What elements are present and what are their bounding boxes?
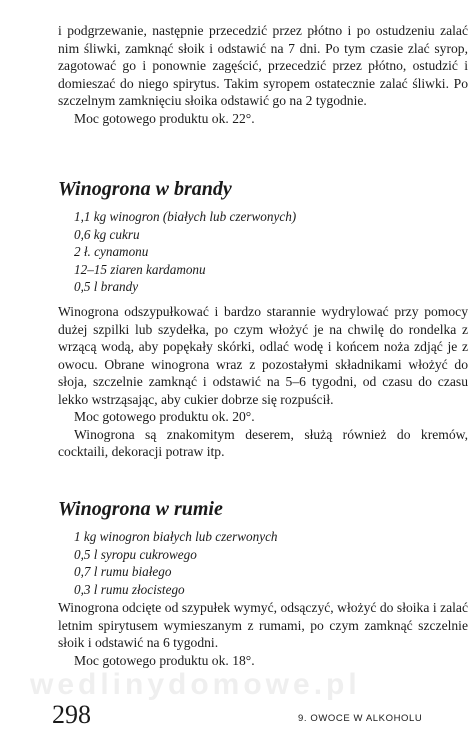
recipe-brandy-method xyxy=(58,303,468,461)
recipe-rum-method xyxy=(58,599,468,669)
ingredient-item: 1,1 kg winogron (białych lub czerwonych) xyxy=(74,209,297,224)
recipe-rum-title: Winogrona w rumie xyxy=(58,498,223,520)
strength-note: Moc gotowego produktu ok. 20°. xyxy=(74,409,255,424)
method-paragraph: Winogrona odszypułkować i bardzo starannie wydrylować przy pomocy dużej szpilki lub szydełka, po czym włożyć je na chwilę do rondelka z wrzącą wodą, aby popękały skórki, odlać wodę i końcem noża zdjąć je z owocu. Obrane winogrona wraz z pozostałymi składnikami włożyć do słoja, szczelnie zamknąć i odstawić na 5–6 tygodni, od czasu do czasu lekko wstrząsając, aby cukier dobrze się rozpuścił. xyxy=(58,304,468,407)
ingredient-item: 12–15 ziaren kardamonu xyxy=(74,261,206,277)
ingredient-item: 0,6 kg cukru xyxy=(74,226,140,242)
recipe-brandy-ingredients xyxy=(74,208,296,296)
intro-strength: Moc gotowego produktu ok. 22°. xyxy=(74,110,255,126)
intro-paragraph: i podgrzewanie, następnie przecedzić przez płótno i po ostudzeniu zalać nim śliwki, zamknąć słoik i odstawić na 7 dni. Po tym czasie zlać syrop, zagotować go i ponownie zagęścić, przecedzić przez płótno, ostudzić i domieszać do niego spirytus. Takim syropem ostatecznie zalać śliwki. Po szczelnym zamknięciu słoika odstawić go na 2 tygodnie. xyxy=(58,23,468,108)
ingredient-item: 0,5 l brandy xyxy=(74,279,139,294)
ingredient-item: 0,3 l rumu złocistego xyxy=(74,581,185,597)
ingredient-item: 0,7 l rumu białego xyxy=(74,564,172,579)
method-paragraph: Winogrona odcięte od szypułek wymyć, odsączyć, włożyć do słoika i zalać letnim spirytusem wymieszanym z rumami, po czym zamknąć szczelnie słoik i odstawić na 6 tygodni. xyxy=(58,600,468,650)
strength-note: Moc gotowego produktu ok. 18°. xyxy=(74,652,255,668)
ingredient-item: 0,5 l syropu cukrowego xyxy=(74,546,197,562)
page-number: 298 xyxy=(52,700,91,729)
recipe-rum-ingredients xyxy=(74,528,278,598)
intro-text xyxy=(58,22,468,127)
watermark: wedlinydomowe.pl xyxy=(30,668,361,701)
ingredient-item: 2 ł. cynamonu xyxy=(74,244,149,259)
recipe-brandy-title: Winogrona w brandy xyxy=(58,178,232,200)
ingredient-item: 1 kg winogron białych lub czerwonych xyxy=(74,529,278,544)
serving-note: Winogrona są znakomitym deserem, służą również do kremów, cocktaili, dekoracji potraw itp. xyxy=(58,426,468,459)
running-head: 9. OWOCE W ALKOHOLU xyxy=(298,713,423,724)
